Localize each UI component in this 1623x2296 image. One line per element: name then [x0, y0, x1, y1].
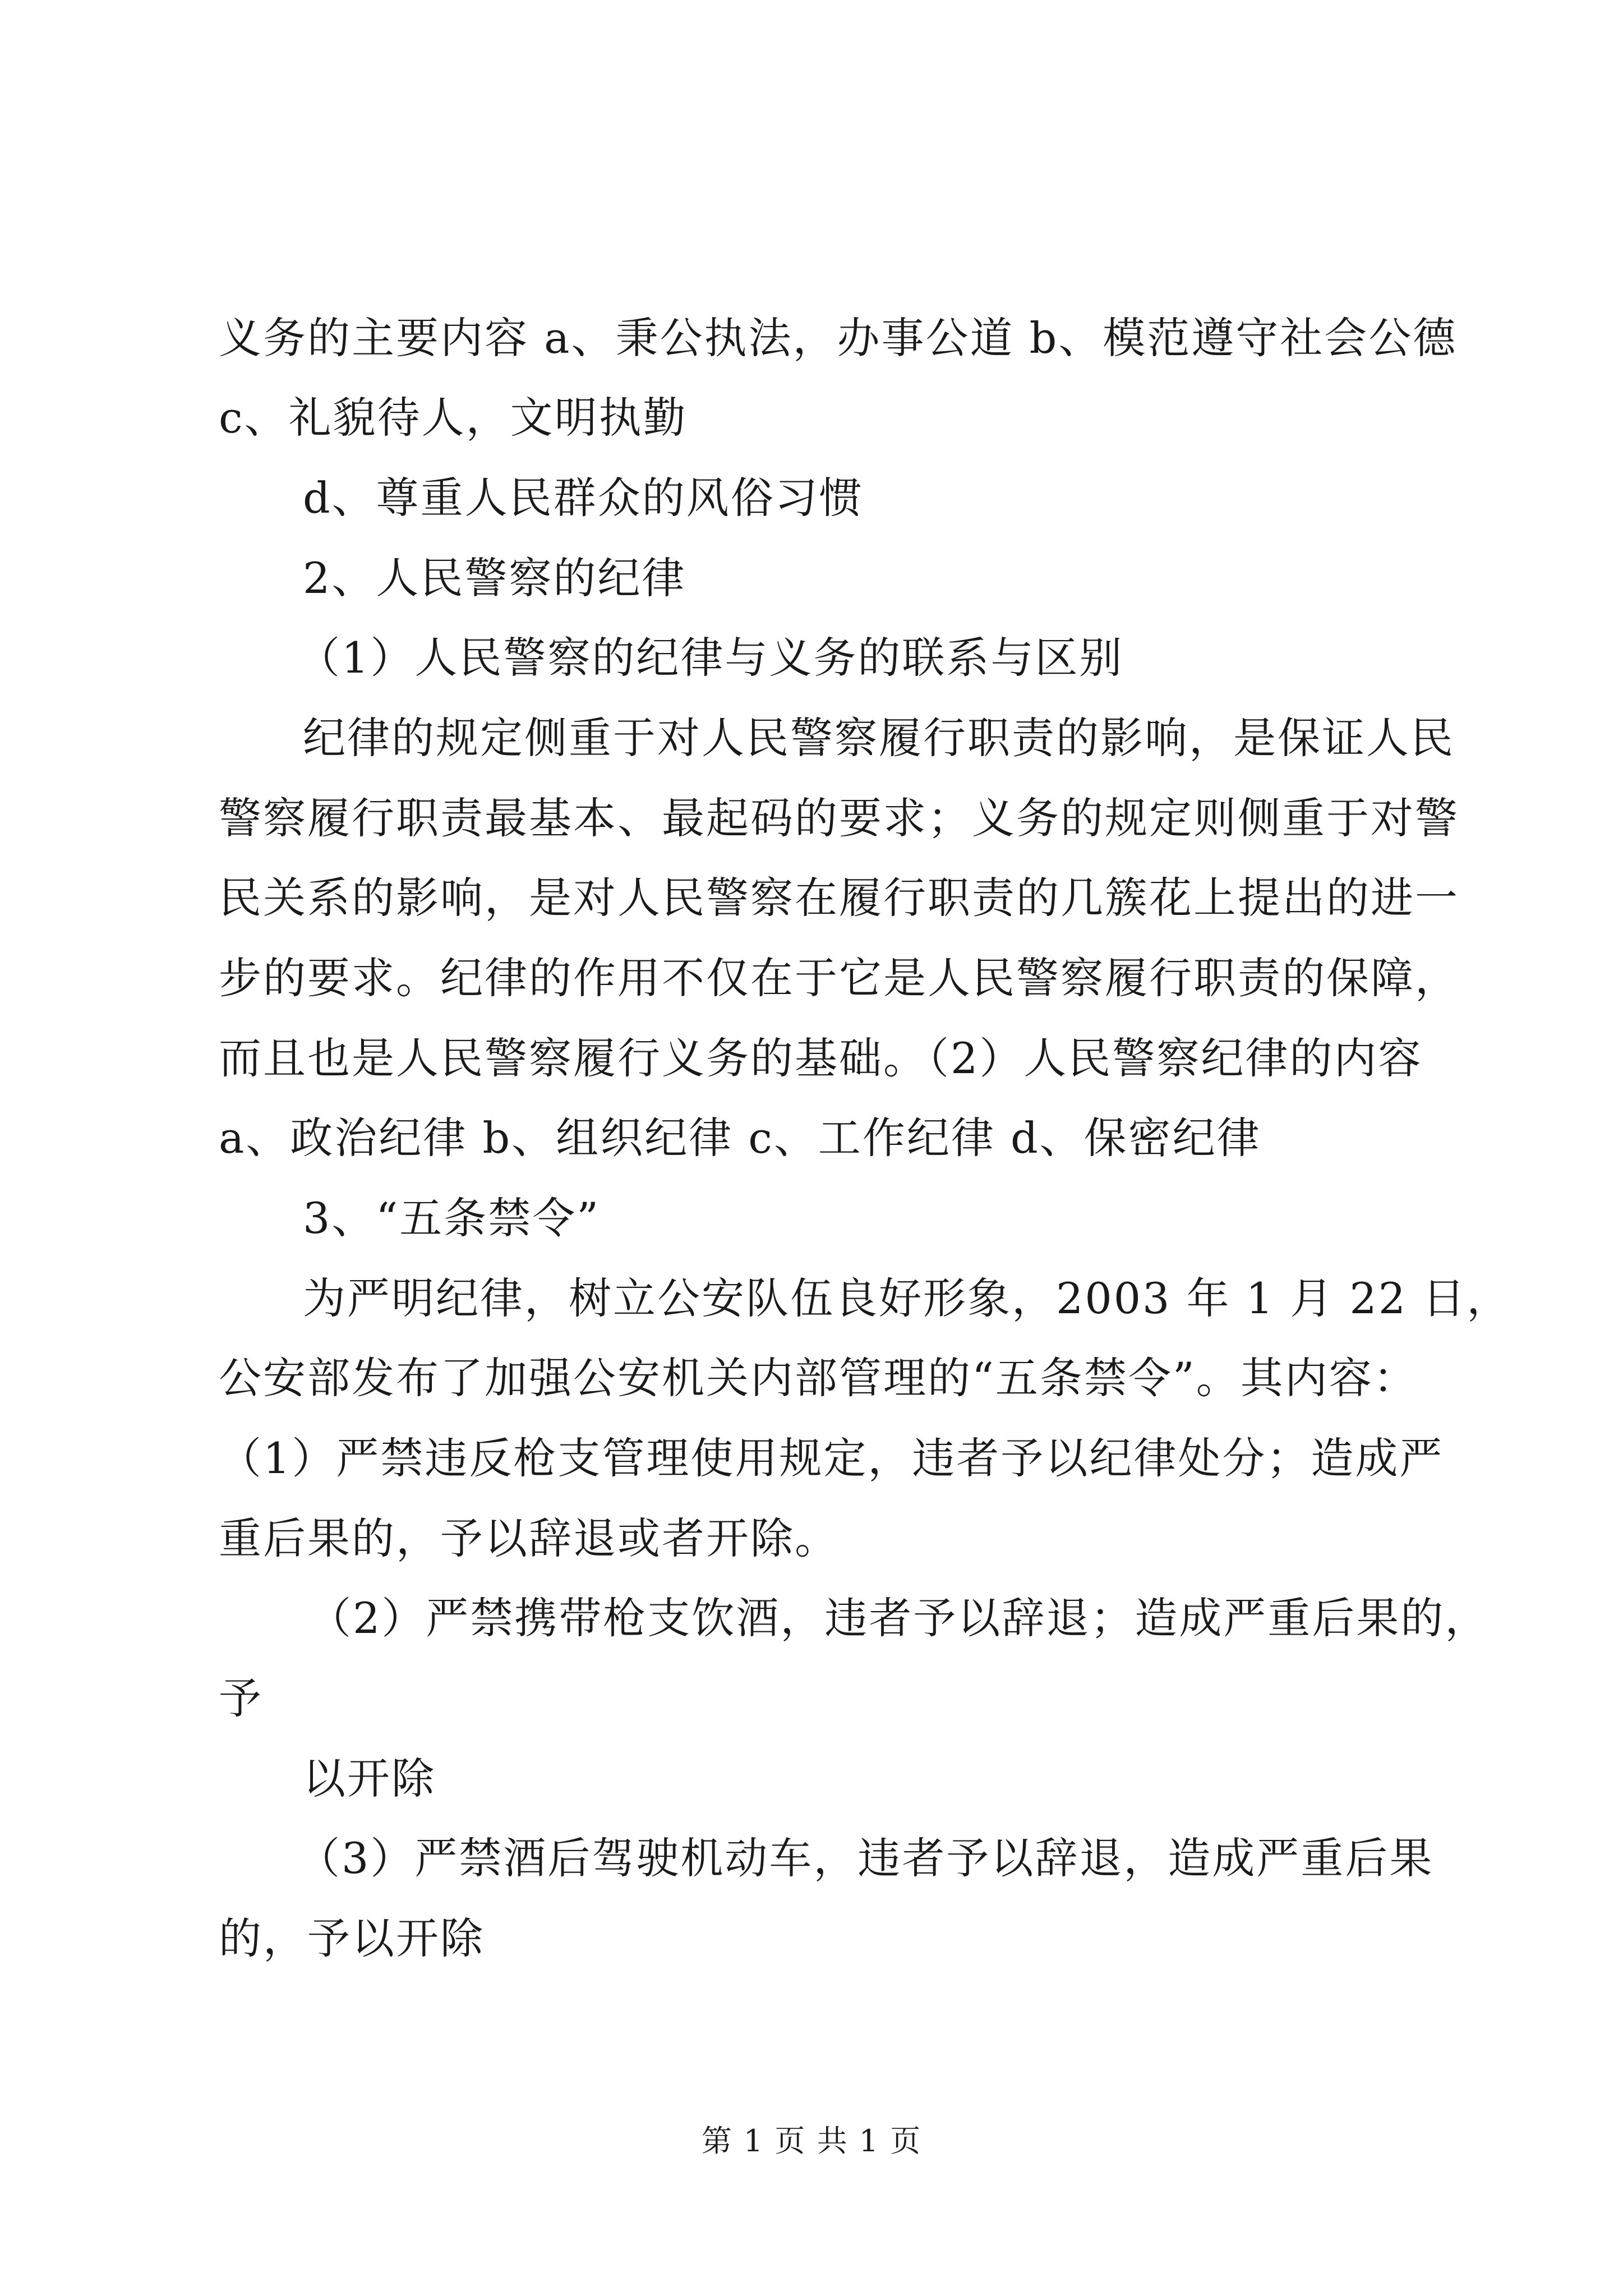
text-line: c、礼貌待人，文明执勤 — [219, 393, 688, 443]
text-line: 纪律的规定侧重于对人民警察履行职责的影响，是保证人民 — [303, 713, 1455, 763]
text-line: d、尊重人民群众的风俗习惯 — [303, 473, 864, 523]
text-line: （1）严禁违反枪支管理使用规定，违者予以纪律处分；造成严 — [219, 1433, 1444, 1483]
text-line: 公安部发布了加强公安机关内部管理的“五条禁令”。其内容： — [219, 1353, 1418, 1403]
text-line: 重后果的，予以辞退或者开除。 — [219, 1513, 839, 1563]
text-line: a、政治纪律 b、组织纪律 c、工作纪律 d、保密纪律 — [219, 1113, 1261, 1163]
text-line: 而且也是人民警察履行义务的基础。（2）人民警察纪律的内容 — [219, 1033, 1423, 1083]
text-line: 义务的主要内容 a、秉公执法，办事公道 b、模范遵守社会公德 — [219, 313, 1458, 363]
text-line: 民关系的影响，是对人民警察在履行职责的几簇花上提出的进一 — [219, 873, 1459, 923]
page-footer — [0, 2123, 1623, 2159]
page-number-label: 第 1 页 共 1 页 — [701, 2123, 922, 2159]
text-line: （2）严禁携带枪支饮酒，违者予以辞退；造成严重后果的， — [308, 1593, 1490, 1643]
text-line: 警察履行职责最基本、最起码的要求；义务的规定则侧重于对警 — [219, 793, 1459, 843]
subsection-heading: （1）人民警察的纪律与义务的联系与区别 — [297, 633, 1124, 683]
text-line: 予 — [219, 1673, 263, 1723]
text-line: 步的要求。纪律的作用不仅在于它是人民警察履行职责的保障， — [219, 953, 1459, 1003]
text-line: 以开除 — [303, 1754, 436, 1803]
section-heading: 3、“五条禁令” — [303, 1193, 601, 1243]
text-line: （3）严禁酒后驾驶机动车，违者予以辞退，造成严重后果 — [297, 1833, 1434, 1883]
section-heading: 2、人民警察的纪律 — [303, 553, 686, 603]
text-line: 为严明纪律，树立公安队伍良好形象，2003 年 1 月 22 日， — [303, 1273, 1511, 1323]
text-line: 的，予以开除 — [219, 1913, 485, 1963]
